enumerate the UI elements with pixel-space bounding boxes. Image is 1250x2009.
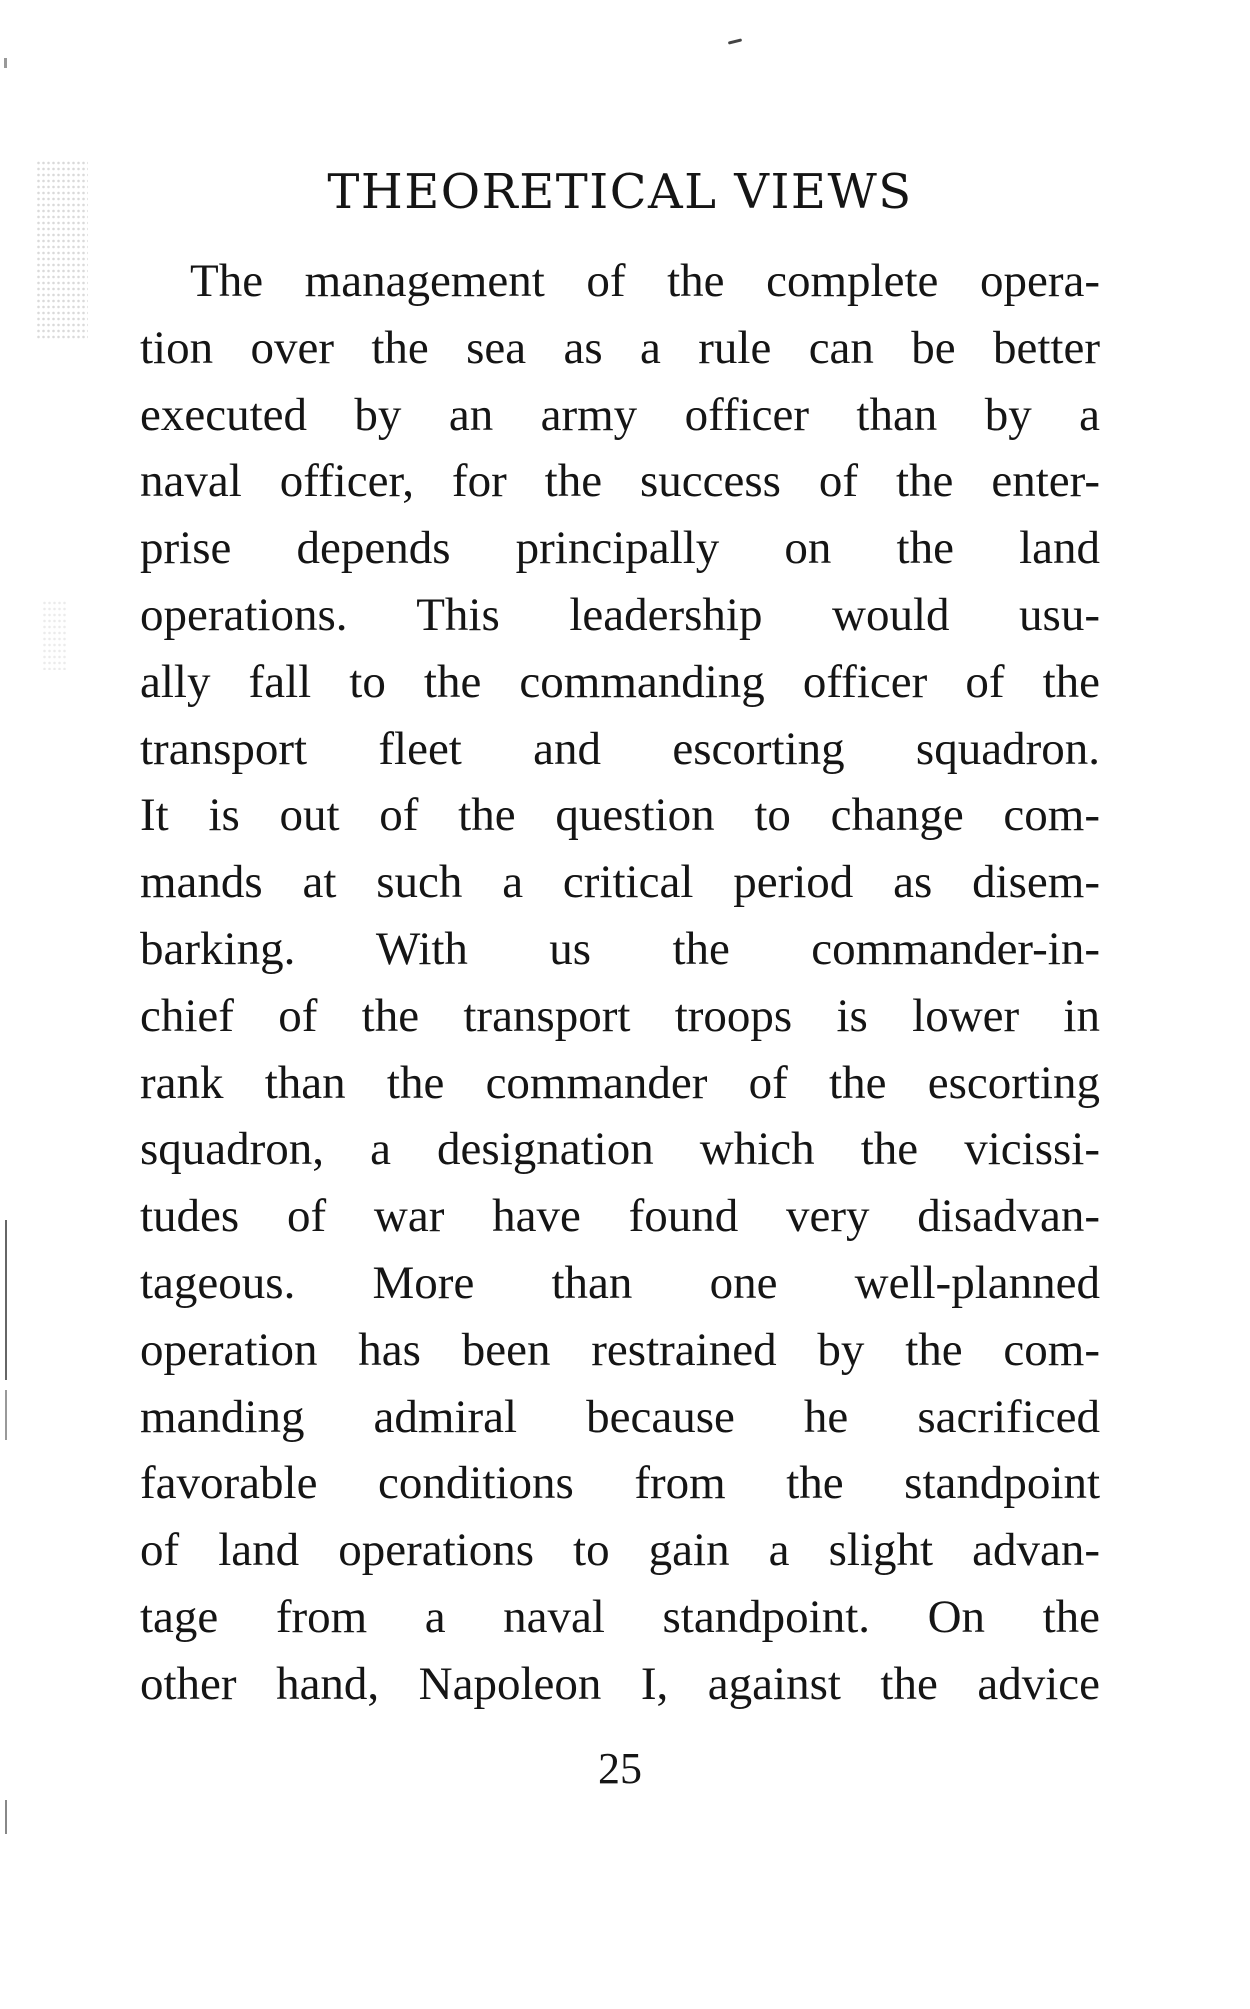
text-line: rank than the commander of the escorting — [140, 1056, 1100, 1109]
text-line: prise depends principally on the land — [140, 522, 1100, 575]
text-line: ally fall to the commanding officer of the — [140, 655, 1100, 708]
text-line: tudes of war have found very disadvan- — [140, 1190, 1100, 1243]
scan-edge-line — [5, 1800, 7, 1834]
text-line: tageous. More than one well-planned — [140, 1256, 1100, 1309]
scan-edge-dot — [4, 58, 7, 68]
scan-bleed-through-small — [42, 600, 66, 670]
running-head: THEORETICAL VIEWS — [327, 164, 913, 220]
text-line: operation has been restrained by the com- — [140, 1323, 1100, 1376]
text-line: executed by an army officer than by a — [140, 388, 1100, 441]
text-line: favorable conditions from the standpoint — [140, 1457, 1100, 1510]
text-line: naval officer, for the success of the enter- — [140, 455, 1100, 508]
text-line: It is out of the question to change com- — [140, 789, 1100, 842]
text-line: tage from a naval standpoint. On the — [140, 1590, 1100, 1643]
body-paragraph — [140, 248, 1100, 1718]
text-line: manding admiral because he sacrificed — [140, 1390, 1100, 1443]
text-line: transport fleet and escorting squadron. — [140, 722, 1100, 775]
text-line: The management of the complete opera- — [190, 255, 1100, 307]
text-line: tion over the sea as a rule can be better — [140, 321, 1100, 374]
page-number: 25 — [598, 1744, 642, 1793]
text-line: mands at such a critical period as disem- — [140, 856, 1100, 909]
text-line: operations. This leadership would usu- — [140, 588, 1100, 641]
text-line: other hand, Napoleon I, against the advice — [140, 1657, 1100, 1710]
scan-speck — [728, 38, 742, 44]
text-line: of land operations to gain a slight advan- — [140, 1524, 1100, 1577]
text-line: chief of the transport troops is lower in — [140, 989, 1100, 1042]
scan-edge-line — [5, 1220, 7, 1380]
scan-bleed-through — [36, 160, 88, 340]
text-line: squadron, a designation which the vicissi- — [140, 1123, 1100, 1176]
scan-edge-line — [5, 1390, 7, 1440]
text-line: barking. With us the commander-in- — [140, 922, 1100, 975]
